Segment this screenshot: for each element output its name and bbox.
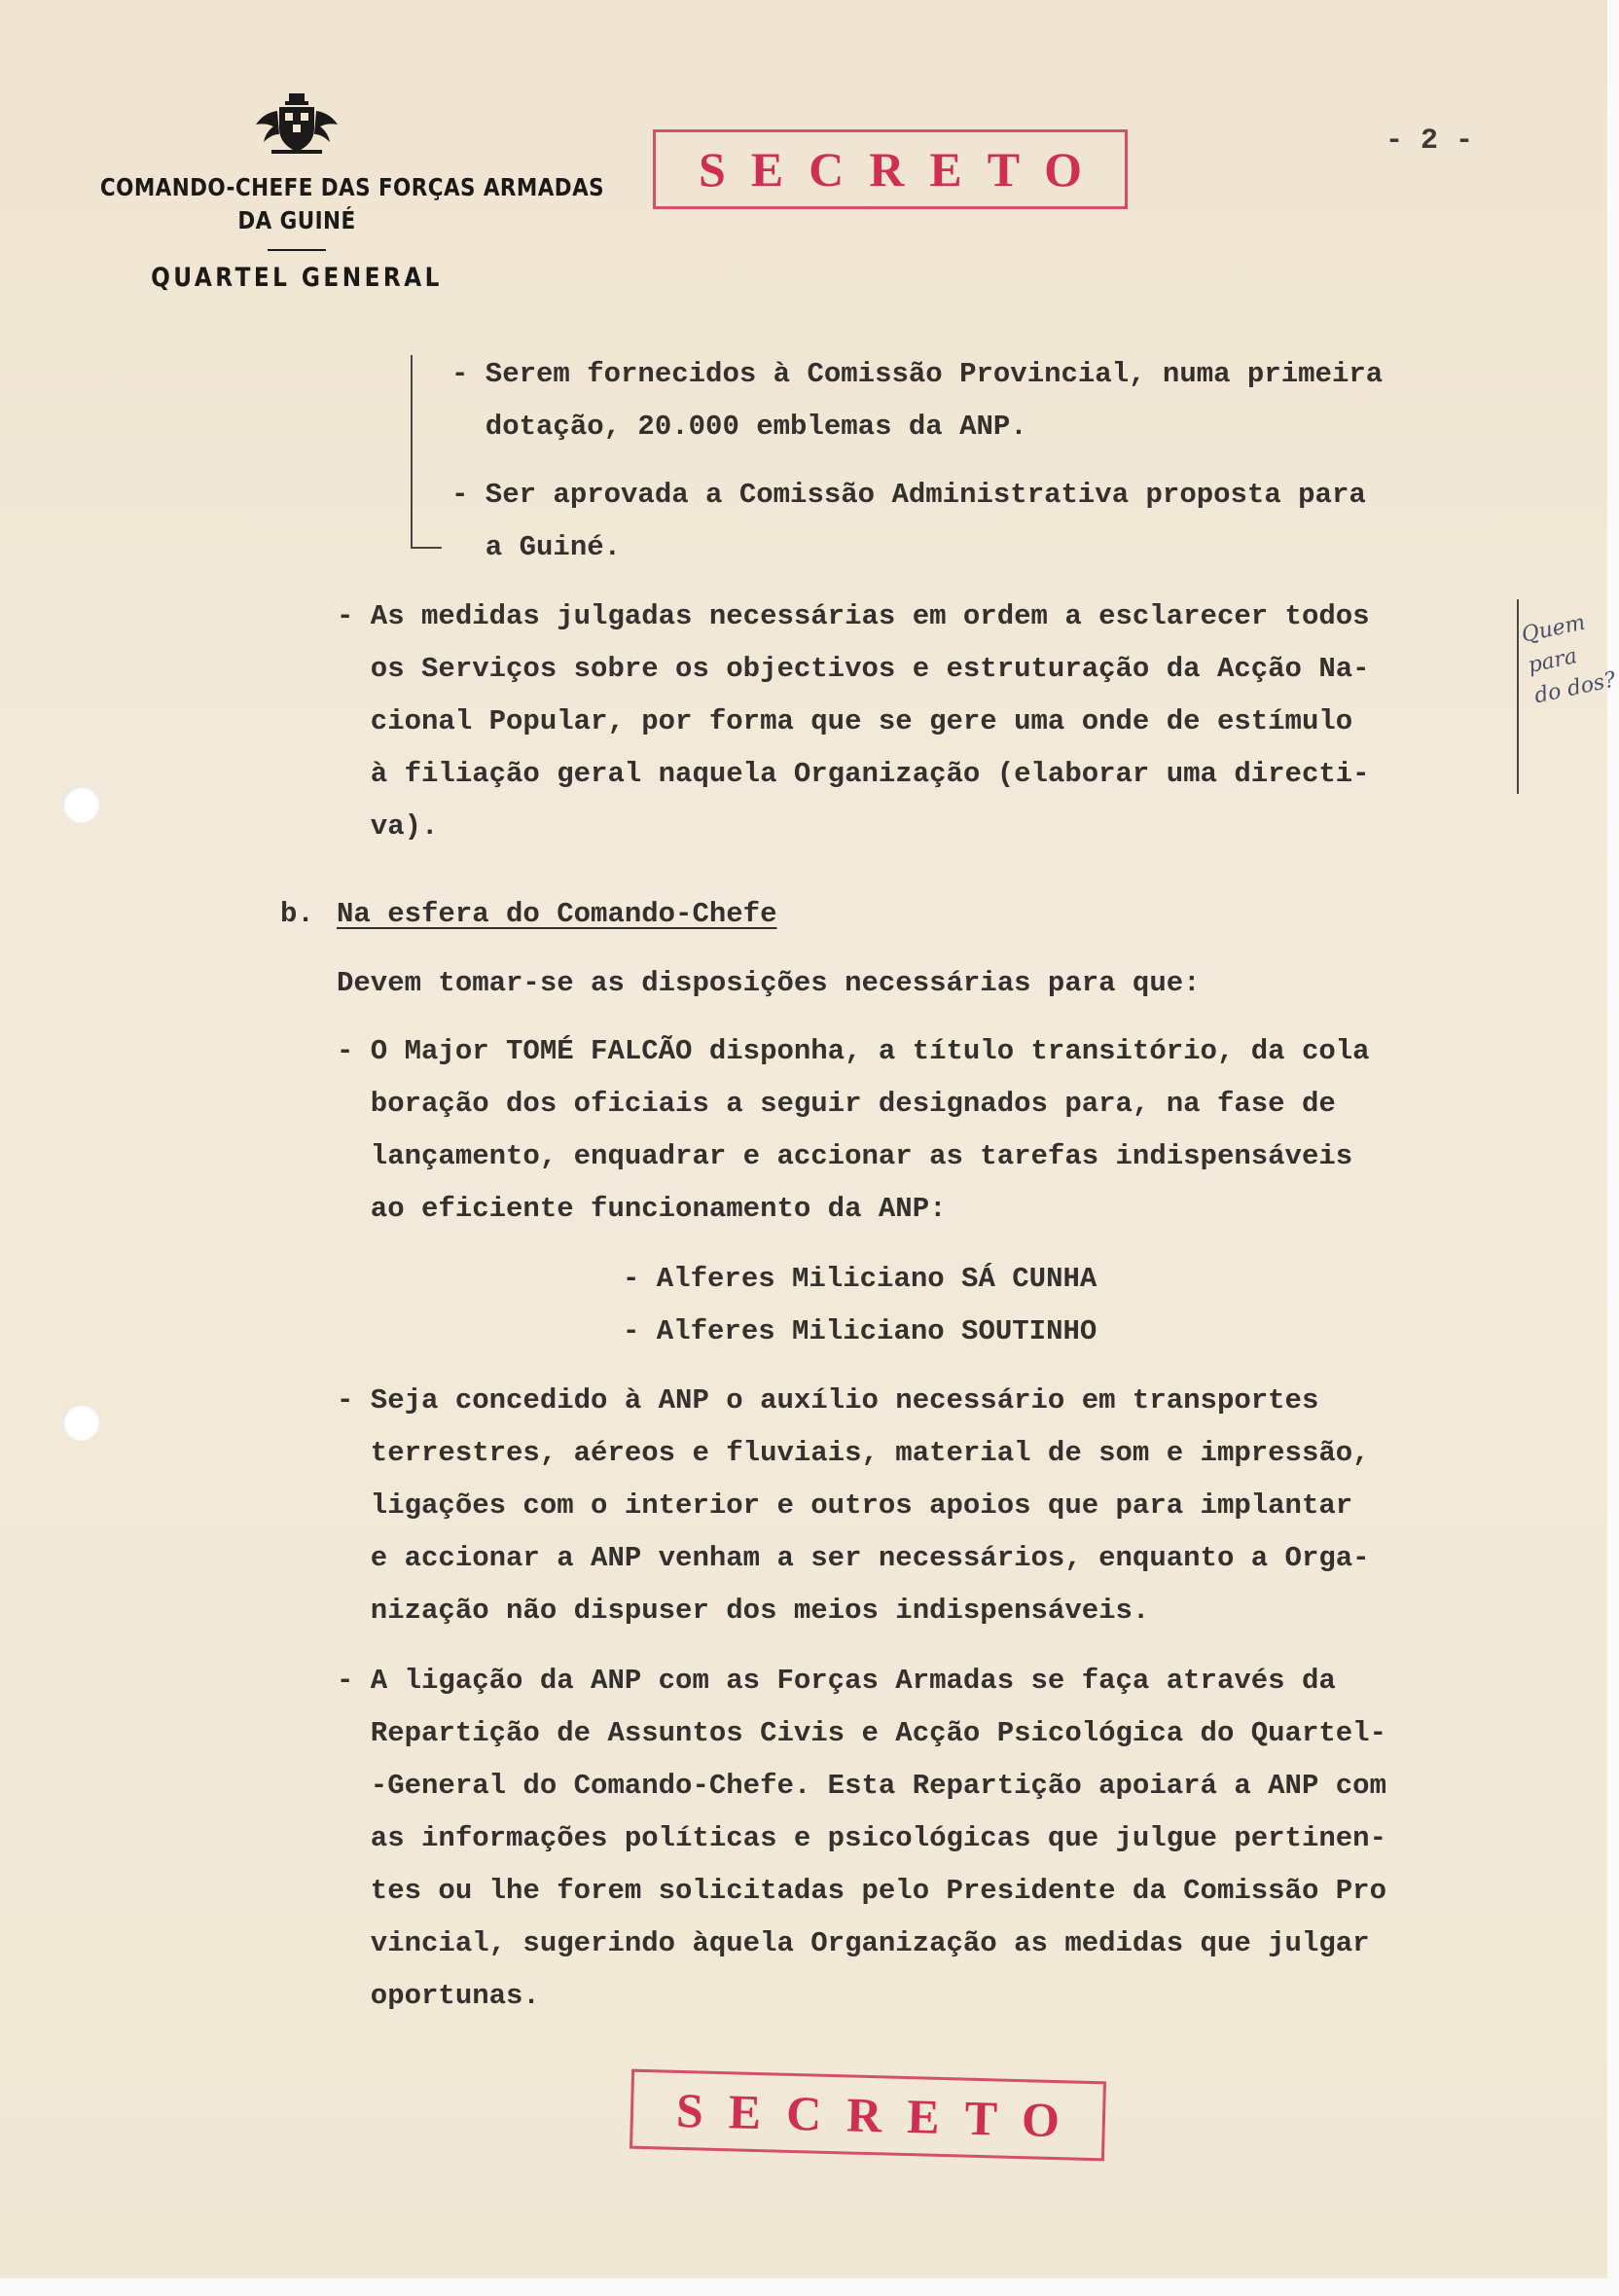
page-edge-right (1607, 0, 1619, 2296)
page-edge-bottom (0, 2278, 1619, 2296)
section-b-heading: Na esfera do Comando-Chefe (337, 898, 777, 930)
section-b-letter: b. (280, 898, 314, 930)
bullet-liaison: - A ligação da ANP com as Forças Armadas se faça através da Repartição de Assuntos Civis e Acção Psicológica do Quartel- -General do Comando-Chefe. Esta Repartição apoiará a ANP com as informações políticas e psicológicas que julgue pertinen- tes ou lhe forem solicitadas pelo Presidente da Comissão Pro vincial, sugerindo àquela Organização as medidas que julgar oportunas. (337, 1665, 1386, 2012)
punch-hole-bottom (62, 1404, 99, 1441)
sub-bullet-emblems: - Serem fornecidos à Comissão Provincial, numa primeira dotação, 20.000 emblemas da ANP. (451, 358, 1384, 443)
bullet-major: - O Major TOMÉ FALCÃO disponha, a título transitório, da cola boração dos oficiais a seguir designados para, na fase de lançamento, enquadrar e accionar as tarefas indispensáveis ao eficiente funcionamento da ANP: (337, 1035, 1370, 1225)
punch-hole-top (62, 786, 99, 823)
sub-bullet-commission: - Ser aprovada a Comissão Administrativa proposta para a Guiné. (451, 479, 1366, 563)
page-number: - 2 - (1385, 125, 1474, 158)
officer-item: - Alferes Miliciano SÁ CUNHA (623, 1263, 1097, 1295)
letterhead-line-2: DA GUINÉ (237, 206, 356, 234)
letterhead-line-1: COMANDO-CHEFE DAS FORÇAS ARMADAS (99, 173, 605, 201)
section-b-intro: Devem tomar-se as disposições necessárias para que: (337, 967, 1201, 999)
letterhead-divider (268, 249, 326, 251)
bullet-measures: - As medidas julgadas necessárias em ordem a esclarecer todos os Serviços sobre os objectivos e estruturação da Acção Na- cional Popular, por forma que se gere uma onde de estímulo à filiação geral naquela Organização (elaborar uma directi- va). (337, 600, 1370, 843)
letterhead-headquarters: QUARTEL GENERAL (151, 263, 443, 293)
margin-bracket (411, 355, 442, 549)
handwritten-margin-note: Quem para do dos? (1519, 610, 1619, 709)
officer-item: - Alferes Miliciano SOUTINHO (623, 1315, 1097, 1347)
classification-stamp-bottom: SECRETO (630, 2069, 1106, 2162)
letterhead (68, 90, 605, 293)
margin-mark-line (1517, 599, 1519, 794)
coat-of-arms-icon (250, 90, 343, 160)
bullet-support: - Seja concedido à ANP o auxílio necessário em transportes terrestres, aéreos e fluviais, material de som e impressão, ligações com o interior e outros apoios que para implantar e accionar a ANP venham a ser necessários, enquanto a Orga- nização não dispuser dos meios indispensáveis. (337, 1384, 1370, 1627)
classification-stamp-top: SECRETO (653, 129, 1128, 209)
